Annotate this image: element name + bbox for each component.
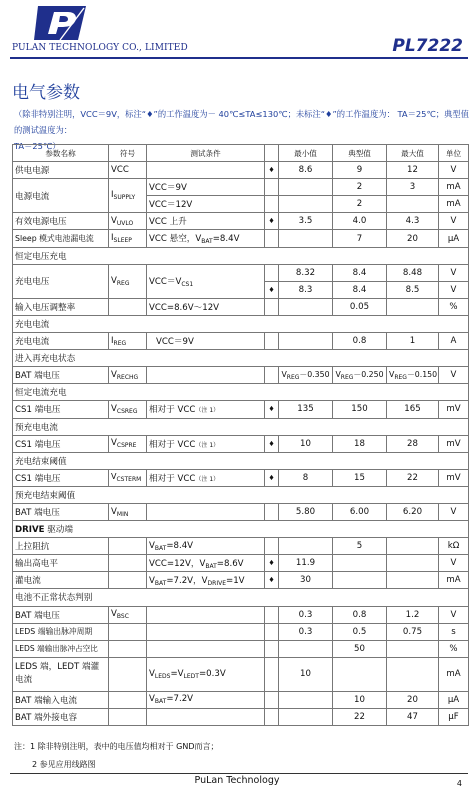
max-value: 4.3: [387, 213, 439, 230]
group-label: 预充电结束阈值: [13, 486, 469, 503]
condition: $V_{BAT}=7.2V$: [147, 691, 265, 708]
table-row: [13, 162, 469, 179]
typ-value: 150: [333, 401, 387, 418]
header-param-name: 参数名称: [13, 145, 109, 162]
temp-marker: ♦: [265, 435, 279, 452]
min-value: [279, 230, 333, 247]
max-value: $V_{REG}-0.150$: [387, 367, 439, 384]
min-value: 11.9: [279, 555, 333, 572]
unit: mV: [439, 435, 469, 452]
max-value: [387, 657, 439, 691]
temp-marker: [265, 691, 279, 708]
min-value: [279, 196, 333, 213]
min-value: 10: [279, 435, 333, 452]
table-row: [13, 708, 469, 725]
min-value: [279, 538, 333, 555]
temp-marker: [265, 333, 279, 350]
param-name: 充电电流: [13, 333, 109, 350]
symbol: [109, 298, 147, 315]
table-row: [13, 230, 469, 247]
temp-marker: ♦: [265, 162, 279, 179]
footer-divider: [10, 773, 468, 774]
typ-value: 0.8: [333, 333, 387, 350]
min-value: 0.3: [279, 623, 333, 640]
param-name: BAT 端外接电容: [13, 708, 109, 725]
group-row: [13, 247, 469, 264]
temp-marker: ♦: [265, 401, 279, 418]
condition: VCC=8.6V～12V: [147, 298, 265, 315]
symbol: $V_{RECHG}$: [109, 367, 147, 384]
table-header-row: [13, 145, 469, 162]
param-name: 充电电压: [13, 264, 109, 298]
typ-value: 8.4: [333, 281, 387, 298]
max-value: 20: [387, 691, 439, 708]
param-name: LEDS 端，LEDT 端灌电流: [13, 657, 109, 691]
param-name: CS1 端电压: [13, 469, 109, 486]
unit: V: [439, 162, 469, 179]
table-row: [13, 333, 469, 350]
table-row: [13, 367, 469, 384]
symbol: $V_{UVLO}$: [109, 213, 147, 230]
typ-value: 6.00: [333, 503, 387, 520]
condition: $V_{LEDS}=V_{LEDT}=0.3V$: [147, 657, 265, 691]
param-name: 输入电压调整率: [13, 298, 109, 315]
temp-marker: [265, 230, 279, 247]
footnote-2: 2 参见应用线路图: [32, 760, 96, 769]
symbol: $V_{BSC}$: [109, 606, 147, 623]
unit: mA: [439, 572, 469, 589]
typ-value: 50: [333, 640, 387, 657]
typ-value: 7: [333, 230, 387, 247]
temp-marker: [265, 640, 279, 657]
condition: [147, 162, 265, 179]
temp-marker: [265, 367, 279, 384]
condition: 相对于 VCC（注 1）: [147, 435, 265, 452]
section-title: 电气参数: [12, 83, 80, 103]
symbol: $V_{MIN}$: [109, 503, 147, 520]
header-marker: [265, 145, 279, 162]
typ-value: 0.05: [333, 298, 387, 315]
unit: V: [439, 264, 469, 281]
table-row: [13, 572, 469, 589]
symbol: $V_{CSTERM}$: [109, 469, 147, 486]
part-number: PL7222: [392, 36, 463, 56]
table-row: [13, 264, 469, 281]
symbol: $V_{REG}$: [109, 264, 147, 298]
header-divider: [10, 57, 468, 59]
typ-value: 2: [333, 179, 387, 196]
temp-marker: [265, 538, 279, 555]
table-row: [13, 179, 469, 196]
condition: 相对于 VCC（注 1）: [147, 401, 265, 418]
group-label: 充电电流: [13, 315, 469, 332]
min-value: [279, 333, 333, 350]
condition: VCC 上升: [147, 213, 265, 230]
page-number: 4: [456, 779, 462, 788]
unit: %: [439, 640, 469, 657]
max-value: 6.20: [387, 503, 439, 520]
unit: mV: [439, 469, 469, 486]
unit: V: [439, 281, 469, 298]
condition: [147, 640, 265, 657]
min-value: [279, 691, 333, 708]
unit: V: [439, 606, 469, 623]
max-value: 20: [387, 230, 439, 247]
temp-marker: [265, 179, 279, 196]
condition: VCC 悬空，$V_{BAT}=8.4V$: [147, 230, 265, 247]
unit: V: [439, 367, 469, 384]
temp-marker: [265, 196, 279, 213]
group-label: 恒定电压充电: [13, 247, 469, 264]
param-name: LEDS 端输出脉冲占空比: [13, 640, 109, 657]
min-value: [279, 640, 333, 657]
typ-value: 22: [333, 708, 387, 725]
max-value: [387, 555, 439, 572]
max-value: 1: [387, 333, 439, 350]
table-row: [13, 298, 469, 315]
typ-value: 5: [333, 538, 387, 555]
table-row: [13, 503, 469, 520]
header-symbol: 符号: [109, 145, 147, 162]
temp-marker: ♦: [265, 555, 279, 572]
typ-value: 15: [333, 469, 387, 486]
symbol: $I_{SUPPLY}$: [109, 179, 147, 213]
intro-line-1: （除非特别注明，VCC＝9V，标注“♦”的工作温度为－ 40℃≤TA≤130℃；未标注“♦”的工作温度为： TA＝25℃；典型值的测试温度为：: [14, 109, 469, 135]
group-row: [13, 315, 469, 332]
min-value: 10: [279, 657, 333, 691]
condition: [147, 367, 265, 384]
symbol: [109, 708, 147, 725]
unit: μF: [439, 708, 469, 725]
param-name: 有效电源电压: [13, 213, 109, 230]
condition: 相对于 VCC（注 1）: [147, 469, 265, 486]
condition: [147, 623, 265, 640]
min-value: [279, 298, 333, 315]
param-name: CS1 端电压: [13, 401, 109, 418]
table-row: [13, 606, 469, 623]
param-name: 供电电源: [13, 162, 109, 179]
header-unit: 单位: [439, 145, 469, 162]
param-name: 灌电流: [13, 572, 109, 589]
temp-marker: ♦: [265, 281, 279, 298]
max-value: 165: [387, 401, 439, 418]
symbol: $V_{CSPRE}$: [109, 435, 147, 452]
param-name: BAT 端输入电流: [13, 691, 109, 708]
unit: %: [439, 298, 469, 315]
condition: VCC=12V，$V_{BAT}=8.6V$: [147, 555, 265, 572]
unit: V: [439, 213, 469, 230]
param-name: BAT 端电压: [13, 503, 109, 520]
unit: kΩ: [439, 538, 469, 555]
max-value: [387, 572, 439, 589]
unit: μA: [439, 230, 469, 247]
max-value: 1.2: [387, 606, 439, 623]
symbol: [109, 640, 147, 657]
temp-marker: ♦: [265, 469, 279, 486]
symbol: [109, 657, 147, 691]
typ-value: 4.0: [333, 213, 387, 230]
group-label: 电池不正常状态判别: [13, 589, 469, 606]
max-value: [387, 298, 439, 315]
unit: mA: [439, 196, 469, 213]
min-value: 8.32: [279, 264, 333, 281]
typ-value: 9: [333, 162, 387, 179]
table-row: [13, 657, 469, 691]
symbol: [109, 623, 147, 640]
temp-marker: [265, 606, 279, 623]
min-value: [279, 708, 333, 725]
group-label: 预充电电流: [13, 418, 469, 435]
page-header: [0, 0, 474, 62]
temp-marker: [265, 503, 279, 520]
max-value: 8.5: [387, 281, 439, 298]
condition: VCC＝9V: [147, 179, 265, 196]
max-value: 47: [387, 708, 439, 725]
unit: V: [439, 503, 469, 520]
max-value: 12: [387, 162, 439, 179]
symbol: [109, 555, 147, 572]
group-label: DRIVE 驱动端: [13, 521, 469, 538]
max-value: [387, 196, 439, 213]
typ-value: [333, 572, 387, 589]
symbol: $I_{SLEEP}$: [109, 230, 147, 247]
intro-line-2: TA＝25℃）: [14, 141, 61, 151]
typ-value: 0.8: [333, 606, 387, 623]
footer-brand: PuLan Technology: [194, 775, 280, 786]
typ-value: 2: [333, 196, 387, 213]
unit: A: [439, 333, 469, 350]
param-name: BAT 端电压: [13, 367, 109, 384]
symbol: [109, 538, 147, 555]
param-name: 上拉阻抗: [13, 538, 109, 555]
condition: VCC＝12V: [147, 196, 265, 213]
unit: V: [439, 555, 469, 572]
table-row: [13, 401, 469, 418]
temp-marker: [265, 623, 279, 640]
max-value: [387, 640, 439, 657]
table-row: [13, 640, 469, 657]
temp-marker: [265, 657, 279, 691]
param-name: 输出高电平: [13, 555, 109, 572]
min-value: 8: [279, 469, 333, 486]
footnotes: [14, 738, 219, 774]
typ-value: 18: [333, 435, 387, 452]
group-row: [13, 418, 469, 435]
temp-marker: ♦: [265, 213, 279, 230]
param-name: 电源电流: [13, 179, 109, 213]
footnote-1: 注：1 除非特别注明，表中的电压值均相对于 GND而言；: [14, 742, 219, 751]
condition: [147, 606, 265, 623]
group-row: [13, 521, 469, 538]
typ-value: 0.5: [333, 623, 387, 640]
temp-marker: [265, 264, 279, 281]
table-row: [13, 555, 469, 572]
condition: [147, 503, 265, 520]
min-value: 0.3: [279, 606, 333, 623]
electrical-parameters-table: [12, 144, 469, 726]
condition: $V_{BAT}=8.4V$: [147, 538, 265, 555]
group-row: [13, 589, 469, 606]
max-value: 8.48: [387, 264, 439, 281]
symbol: [109, 572, 147, 589]
max-value: 3: [387, 179, 439, 196]
group-row: [13, 452, 469, 469]
param-name: Sleep 模式电池漏电流: [13, 230, 109, 247]
table-row: [13, 213, 469, 230]
min-value: 8.3: [279, 281, 333, 298]
symbol: $V_{CSREG}$: [109, 401, 147, 418]
group-row: [13, 384, 469, 401]
min-value: $V_{REG}-0.350$: [279, 367, 333, 384]
min-value: 8.6: [279, 162, 333, 179]
max-value: 28: [387, 435, 439, 452]
group-row: [13, 350, 469, 367]
min-value: 5.80: [279, 503, 333, 520]
group-row: [13, 486, 469, 503]
header-min: 最小值: [279, 145, 333, 162]
min-value: 135: [279, 401, 333, 418]
param-name: BAT 端电压: [13, 606, 109, 623]
typ-value: [333, 657, 387, 691]
typ-value: $V_{REG}-0.250$: [333, 367, 387, 384]
condition: VCC＝9V: [147, 333, 265, 350]
symbol: VCC: [109, 162, 147, 179]
temp-marker: [265, 708, 279, 725]
unit: mA: [439, 657, 469, 691]
temp-marker: ♦: [265, 572, 279, 589]
header-test-condition: 测试条件: [147, 145, 265, 162]
condition: [147, 708, 265, 725]
table-row: [13, 435, 469, 452]
header-typ: 典型值: [333, 145, 387, 162]
typ-value: 10: [333, 691, 387, 708]
min-value: [279, 179, 333, 196]
symbol: $I_{REG}$: [109, 333, 147, 350]
pulan-logo-icon: [34, 4, 90, 42]
min-value: 30: [279, 572, 333, 589]
max-value: 0.75: [387, 623, 439, 640]
table-row: [13, 623, 469, 640]
param-name: CS1 端电压: [13, 435, 109, 452]
unit: μA: [439, 691, 469, 708]
typ-value: 8.4: [333, 264, 387, 281]
header-max: 最大值: [387, 145, 439, 162]
unit: s: [439, 623, 469, 640]
unit: mA: [439, 179, 469, 196]
condition: $VCC=V_{CS1}$: [147, 264, 265, 298]
param-name: LEDS 端输出脉冲周期: [13, 623, 109, 640]
max-value: [387, 538, 439, 555]
unit: mV: [439, 401, 469, 418]
group-label: 进入再充电状态: [13, 350, 469, 367]
group-label: 恒定电流充电: [13, 384, 469, 401]
typ-value: [333, 555, 387, 572]
table-row: [13, 538, 469, 555]
min-value: 3.5: [279, 213, 333, 230]
temp-marker: [265, 298, 279, 315]
max-value: 22: [387, 469, 439, 486]
table-row: [13, 469, 469, 486]
symbol: [109, 691, 147, 708]
company-name: PULAN TECHNOLOGY CO., LIMITED: [12, 43, 188, 53]
condition: $V_{BAT}=7.2V$，$V_{DRIVE}=1V$: [147, 572, 265, 589]
group-label: 充电结束阈值: [13, 452, 469, 469]
table-row: [13, 691, 469, 708]
